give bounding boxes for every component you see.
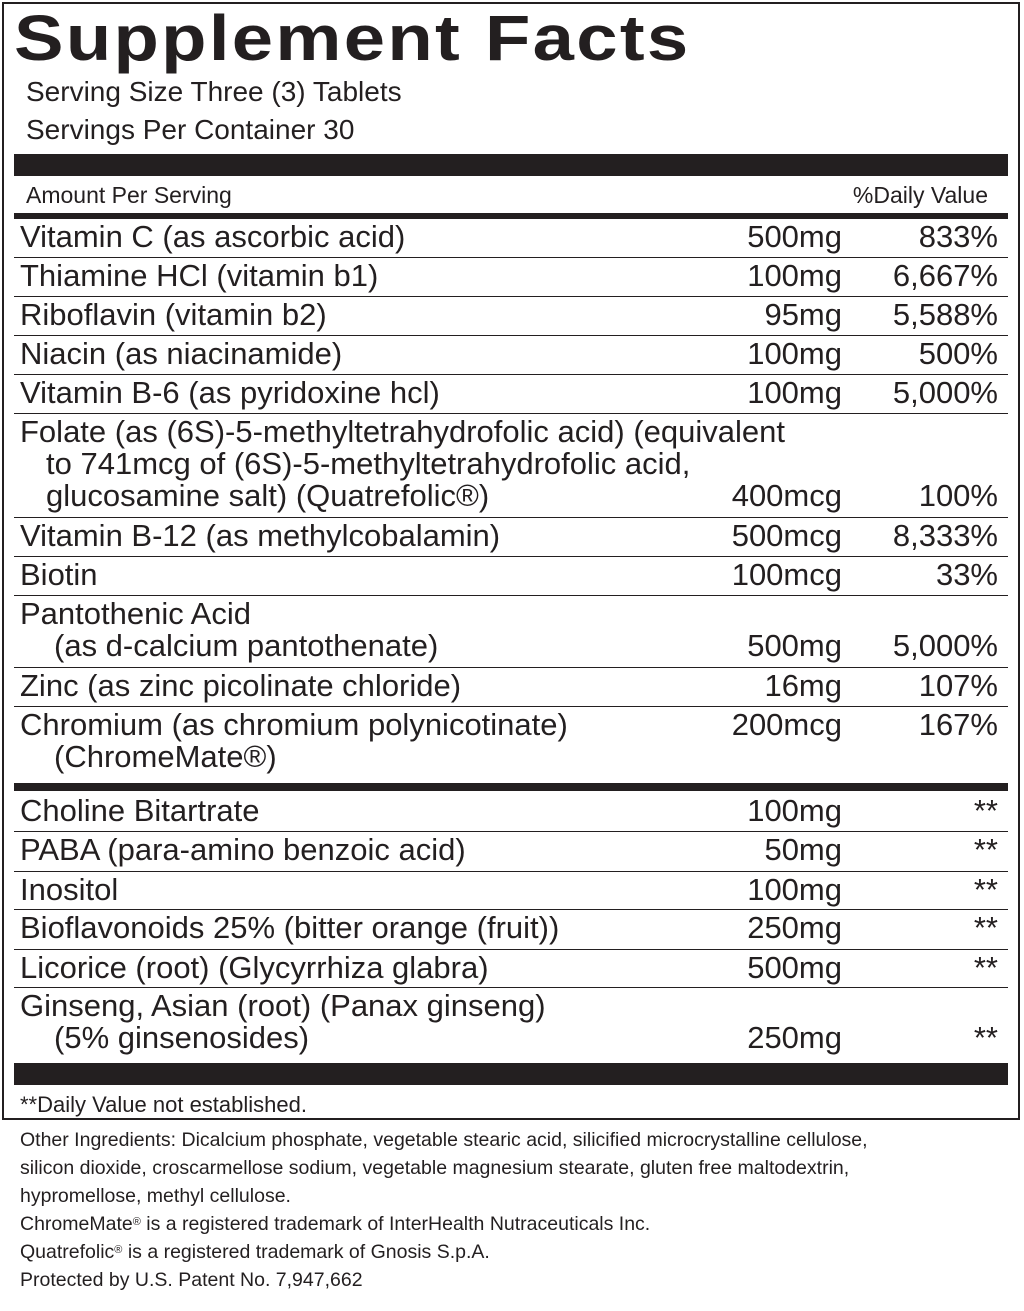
daily-value-percent: ** xyxy=(973,910,998,945)
nutrient-row xyxy=(14,950,1008,988)
nutrient-row xyxy=(14,910,1008,950)
trademark-name: ChromeMate xyxy=(20,1213,133,1235)
nutrient-row xyxy=(14,297,1008,336)
daily-value-footnote: **Daily Value not established. xyxy=(20,1092,307,1117)
daily-value-header: %Daily Value xyxy=(852,182,988,208)
nutrient-row xyxy=(14,832,1008,872)
nutrient-row xyxy=(14,518,1008,557)
servings-per-container: Servings Per Container 30 xyxy=(26,114,355,145)
daily-value-percent: ** xyxy=(973,950,998,985)
nutrient-row xyxy=(14,258,1008,297)
nutrient-name: Thiamine HCl (vitamin b1) xyxy=(20,258,379,293)
amount-value: 500mcg xyxy=(731,518,842,553)
other-ingredients-line: hypromellose, methyl cellulose. xyxy=(20,1185,291,1207)
section-divider xyxy=(14,783,1008,791)
nutrient-row xyxy=(14,557,1008,596)
nutrient-row xyxy=(14,707,1008,777)
daily-value-percent: 8,333% xyxy=(892,518,998,553)
nutrient-name: Inositol xyxy=(20,872,119,907)
daily-value-percent: ** xyxy=(973,793,998,828)
nutrient-name: PABA (para-amino benzoic acid) xyxy=(20,832,466,867)
nutrient-name-continued: glucosamine salt) (Quatrefolic®) xyxy=(46,478,490,513)
amount-value: 50mg xyxy=(764,832,842,867)
trademark-name: Quatrefolic xyxy=(20,1241,115,1263)
other-ingredients-line: silicon dioxide, croscarmellose sodium, vegetable magnesium stearate, gluten free maltodextrin, xyxy=(20,1157,850,1179)
amount-value: 16mg xyxy=(764,668,842,703)
nutrient-name: Riboflavin (vitamin b2) xyxy=(20,297,327,332)
nutrient-row xyxy=(14,988,1008,1058)
daily-value-percent: 167% xyxy=(918,707,998,742)
nutrient-name: Chromium (as chromium polynicotinate) xyxy=(20,707,568,742)
nutrient-name-continued: (5% ginsenosides) xyxy=(54,1020,310,1055)
amount-value: 100mg xyxy=(747,336,842,371)
nutrient-name: Ginseng, Asian (root) (Panax ginseng) xyxy=(20,988,546,1023)
daily-value-percent: 100% xyxy=(918,478,998,513)
amount-value: 100mg xyxy=(747,793,842,828)
daily-value-percent: ** xyxy=(973,832,998,867)
nutrient-name-continued: (ChromeMate®) xyxy=(54,739,277,774)
trademark-text: is a registered trademark of InterHealth Nutraceuticals Inc. xyxy=(140,1213,651,1235)
amount-value: 100mg xyxy=(747,375,842,410)
nutrient-name: Licorice (root) (Glycyrrhiza glabra) xyxy=(20,950,489,985)
thick-divider xyxy=(14,154,1008,176)
amount-value: 100mg xyxy=(747,258,842,293)
nutrient-name-continued: to 741mcg of (6S)-5-methyltetrahydrofolic acid, xyxy=(46,446,691,481)
registered-mark: ® xyxy=(132,1216,141,1228)
nutrient-name: Biotin xyxy=(20,557,98,592)
daily-value-percent: ** xyxy=(973,872,998,907)
bottom-thick-divider xyxy=(14,1063,1008,1085)
amount-value: 500mg xyxy=(747,950,842,985)
panel-title: Supplement Facts xyxy=(14,2,691,74)
trademark-text: is a registered trademark of Gnosis S.p.A. xyxy=(122,1241,490,1263)
registered-mark: ® xyxy=(114,1244,123,1256)
daily-value-percent: 107% xyxy=(918,668,998,703)
daily-value-percent: 5,000% xyxy=(892,375,998,410)
nutrient-name: Folate (as (6S)-5-methyltetrahydrofolic acid) (equivalent xyxy=(20,414,785,449)
nutrient-name: Zinc (as zinc picolinate chloride) xyxy=(20,668,462,703)
daily-value-percent: ** xyxy=(973,1020,998,1055)
nutrient-row xyxy=(14,414,1008,518)
nutrient-name: Choline Bitartrate xyxy=(20,793,260,828)
daily-value-percent: 500% xyxy=(918,336,998,371)
daily-value-percent: 5,000% xyxy=(892,628,998,663)
nutrient-name: Vitamin C (as ascorbic acid) xyxy=(20,219,406,254)
nutrient-row xyxy=(14,793,1008,832)
amount-value: 100mcg xyxy=(731,557,842,592)
amount-value: 250mg xyxy=(747,1020,842,1055)
nutrient-name: Vitamin B-12 (as methylcobalamin) xyxy=(20,518,501,553)
amount-per-serving-header: Amount Per Serving xyxy=(26,182,232,208)
nutrient-row xyxy=(14,872,1008,910)
chromemate-trademark-note xyxy=(20,1210,650,1238)
daily-value-percent: 6,667% xyxy=(892,258,998,293)
nutrient-name: Vitamin B-6 (as pyridoxine hcl) xyxy=(20,375,440,410)
amount-value: 250mg xyxy=(747,910,842,945)
amount-value: 100mg xyxy=(747,872,842,907)
amount-value: 500mg xyxy=(747,219,842,254)
amount-value: 500mg xyxy=(747,628,842,663)
other-ingredients-line: Other Ingredients: Dicalcium phosphate, vegetable stearic acid, silicified microcrystalline cellulose, xyxy=(20,1129,868,1151)
nutrient-name-continued: (as d-calcium pantothenate) xyxy=(54,628,439,663)
daily-value-percent: 33% xyxy=(935,557,998,592)
daily-value-percent: 5,588% xyxy=(892,297,998,332)
quatrefolic-trademark-note xyxy=(20,1238,490,1266)
nutrient-row xyxy=(14,375,1008,414)
nutrient-row xyxy=(14,219,1008,258)
nutrient-row xyxy=(14,596,1008,668)
amount-value: 95mg xyxy=(764,297,842,332)
nutrient-row xyxy=(14,336,1008,375)
daily-value-percent: 833% xyxy=(918,219,998,254)
nutrient-row xyxy=(14,668,1008,707)
nutrient-name: Bioflavonoids 25% (bitter orange (fruit)) xyxy=(20,910,560,945)
serving-size: Serving Size Three (3) Tablets xyxy=(26,76,402,107)
nutrient-name: Pantothenic Acid xyxy=(20,596,251,631)
patent-note: Protected by U.S. Patent No. 7,947,662 xyxy=(20,1269,363,1291)
amount-value: 200mcg xyxy=(731,707,842,742)
nutrient-name: Niacin (as niacinamide) xyxy=(20,336,343,371)
amount-value: 400mcg xyxy=(731,478,842,513)
